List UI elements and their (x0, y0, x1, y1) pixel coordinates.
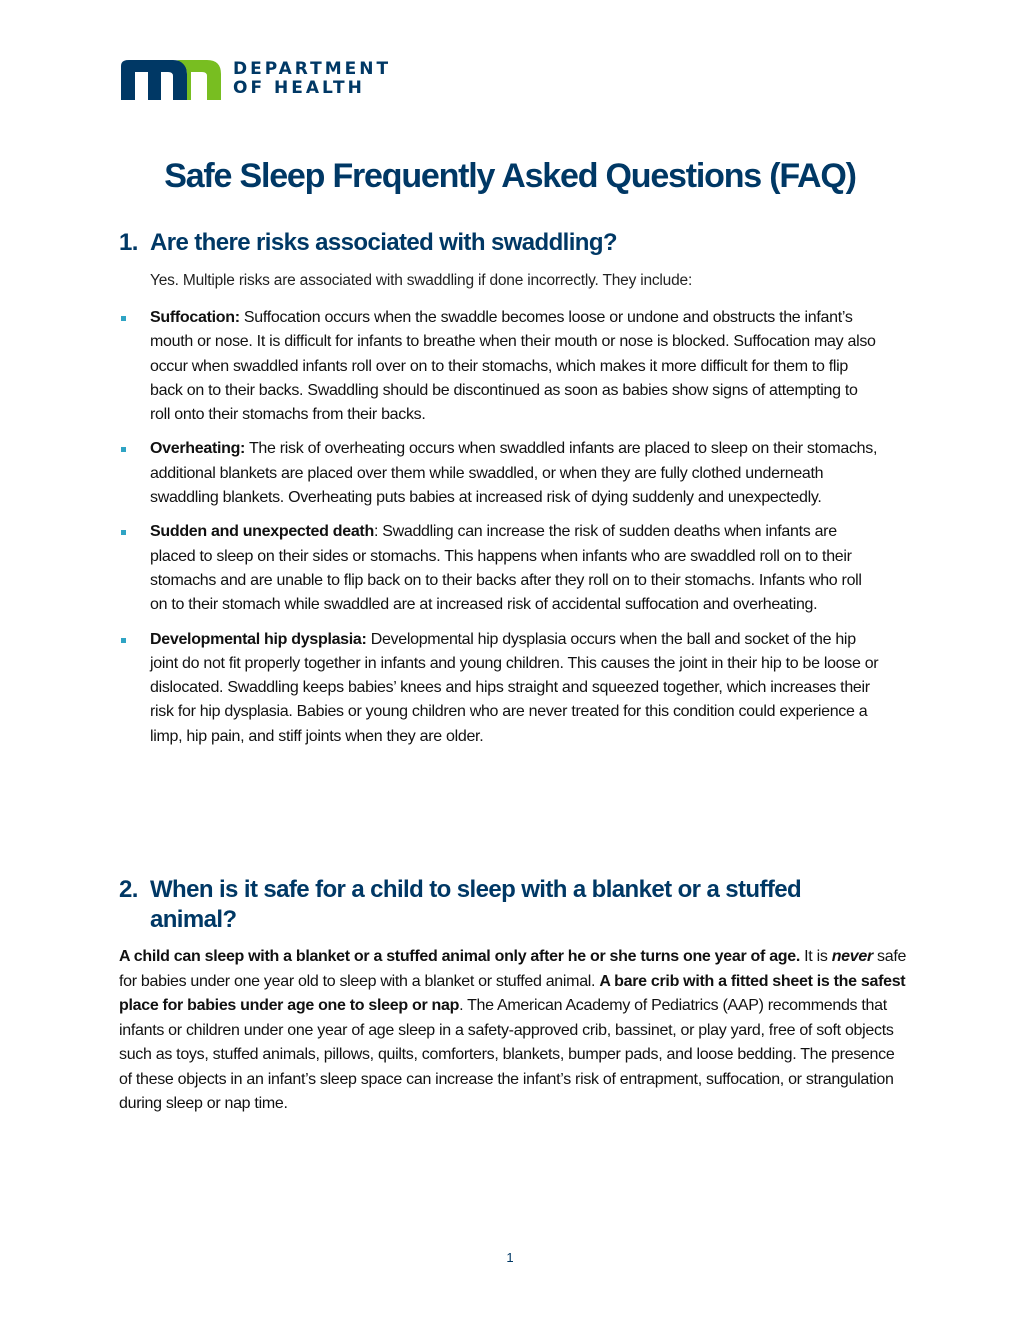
square-bullet-icon (121, 638, 126, 643)
question-2-heading (119, 875, 909, 935)
risk-term: Developmental hip dysplasia: (150, 630, 367, 648)
answer-text: It is (800, 948, 832, 965)
answer-bold-lead: A child can sleep with a blanket or a stuffed animal only after he or she turns one year of age. (119, 948, 801, 965)
square-bullet-icon (121, 447, 126, 452)
mn-logo-icon (121, 58, 221, 100)
risk-term: Overheating: (150, 440, 246, 458)
question-number: 2. (119, 876, 138, 903)
mdh-logo (121, 58, 391, 100)
question-text: Are there risks associated with swaddling? (150, 229, 617, 256)
question-text-line2: animal? (150, 906, 237, 933)
answer-emphasis: never (831, 948, 873, 965)
risk-text: Developmental hip dysplasia occurs when the ball and socket of the hip joint do not fit properly together in infants and young children. This causes the joint in their hip to be loose or dislocated. Swaddling keeps babies’ knees and hips straight and squeezed together, which increases their risk for hip dysplasia. Babies or young children who are never treated for this condition could experience a limp, hip pain, and stiff joints when they are older. (150, 630, 879, 745)
list-item (119, 306, 879, 427)
question-number: 1. (119, 229, 138, 256)
logo-line-of-health: OF HEALTH (233, 78, 365, 98)
question-1-intro: Yes. Multiple risks are associated with swaddling if done incorrectly. They include: (150, 272, 693, 289)
answer-bold-mid: A bare crib with a fitted sheet is the safest place for babies under age one to sleep or nap (119, 972, 906, 1014)
page-title: Safe Sleep Frequently Asked Questions (FAQ) (164, 157, 856, 195)
risk-term: Suffocation: (150, 309, 240, 326)
page-number: 1 (506, 1250, 514, 1265)
logo-line-department: DEPARTMENT (233, 59, 392, 79)
answer-text: safe for babies under one year old to sleep with a blanket or stuffed animal. (119, 948, 907, 990)
risk-text: Suffocation occurs when the swaddle becomes loose or undone and obstructs the infant’s mouth or nose. It is difficult for infants to breathe when their mouth or nose is blocked. Suffocation may also occur when swaddled infants roll over on to their stomachs, which makes it more difficult for them to flip back on to their backs. Swaddling should be discontinued as soon as babies show signs of attempting to roll onto their stomachs from their backs. (150, 309, 876, 424)
risk-term: Sudden and unexpected death (150, 523, 374, 541)
list-item (119, 437, 879, 510)
risk-text: : Swaddling can increase the risk of sudden deaths when infants are placed to sleep on their sides or stomachs. This happens when infants who are swaddled roll on to their stomachs and are unable to flip back on to their backs after they roll on to their stomachs. Infants who roll on to their stomach while swaddled are at increased risk of accidental suffocation and overheating. (150, 523, 862, 614)
list-item (119, 628, 879, 749)
question-1-heading (119, 228, 909, 258)
answer-text: . The American Academy of Pediatrics (AAP) recommends that infants or children under one year of age sleep in a safety-approved crib, bassinet, or play yard, free of soft objects such as toys, stuffed animals, pillows, quilts, comforters, blankets, bumper pads, and loose bedding. The presence of these objects in an infant’s sleep space can increase the infant’s risk of entrapment, suffocation, or strangulation during sleep or nap time. (119, 997, 895, 1112)
risk-text: The risk of overheating occurs when swaddled infants are placed to sleep on their stomachs, additional blankets are placed over them while swaddled, or when they are fully clothed underneath swaddling blankets. Overheating puts babies at increased risk of dying suddenly and unexpectedly. (150, 440, 878, 507)
square-bullet-icon (121, 316, 126, 321)
question-2-answer (119, 945, 909, 1117)
question-text-line1: When is it safe for a child to sleep with a blanket or a stuffed (150, 876, 802, 903)
risk-list (119, 306, 879, 759)
square-bullet-icon (121, 530, 126, 535)
list-item (119, 520, 879, 617)
